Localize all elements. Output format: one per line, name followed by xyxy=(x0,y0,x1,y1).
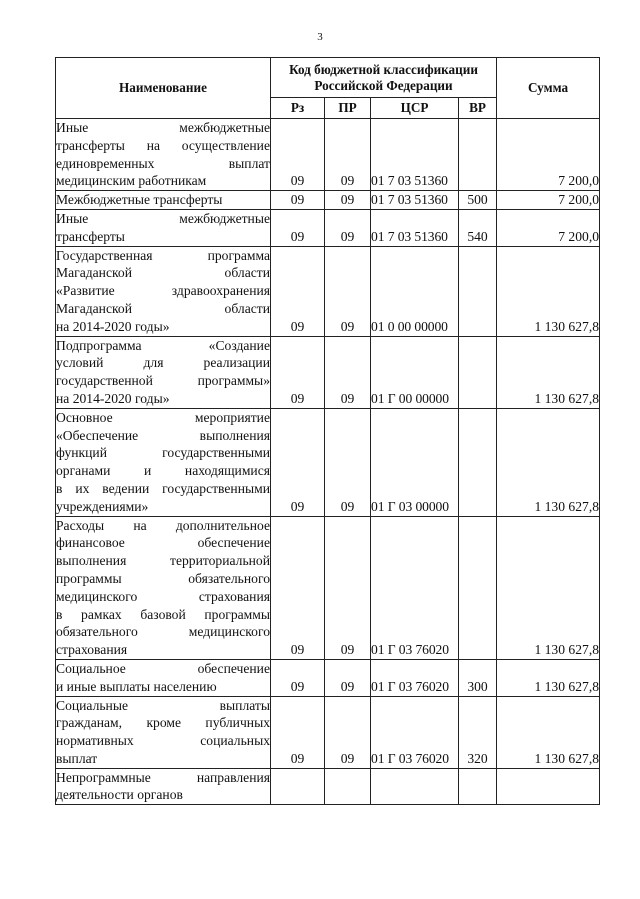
row-pr: 09 xyxy=(325,246,371,336)
table-row xyxy=(56,659,600,696)
row-pr: 09 xyxy=(325,516,371,659)
row-name xyxy=(56,659,271,696)
row-pr: 09 xyxy=(325,209,371,246)
row-rz: 09 xyxy=(271,246,325,336)
table-row xyxy=(56,408,600,516)
header-code-line2: Российской Федерации xyxy=(314,77,453,93)
row-vr xyxy=(459,516,497,659)
row-sum: 1 130 627,8 xyxy=(497,336,600,408)
row-name xyxy=(56,696,271,768)
header-csr: ЦСР xyxy=(371,98,459,119)
row-pr: 09 xyxy=(325,408,371,516)
row-csr: 01 7 03 51360 xyxy=(371,209,459,246)
row-rz: 09 xyxy=(271,408,325,516)
table-row xyxy=(56,768,600,805)
row-name-line: трансферты на осуществление xyxy=(56,137,270,153)
table-row xyxy=(56,246,600,336)
row-name-line: органами и находящимися xyxy=(56,463,270,479)
row-sum: 1 130 627,8 xyxy=(497,659,600,696)
row-name-line: Магаданской области xyxy=(56,265,270,281)
row-name-line: программы обязательного xyxy=(56,570,270,586)
header-code-line1: Код бюджетной классификации xyxy=(289,61,478,77)
row-pr: 09 xyxy=(325,336,371,408)
row-csr: 01 Г 03 00000 xyxy=(371,408,459,516)
table-row xyxy=(56,336,600,408)
row-csr: 01 Г 03 76020 xyxy=(371,659,459,696)
row-sum: 1 130 627,8 xyxy=(497,246,600,336)
row-name-line: финансовое обеспечение xyxy=(56,535,270,551)
row-rz: 09 xyxy=(271,336,325,408)
row-name-line: учреждениями» xyxy=(56,498,149,514)
row-rz: 09 xyxy=(271,659,325,696)
row-csr: 01 7 03 51360 xyxy=(371,191,459,210)
header-code xyxy=(271,58,497,98)
row-name-line: трансферты xyxy=(56,228,125,244)
row-name-line: Непрограммные направления xyxy=(56,769,270,785)
row-name-line: гражданам, кроме публичных xyxy=(56,715,270,731)
table-row xyxy=(56,209,600,246)
row-name-line: Основное мероприятие xyxy=(56,409,270,425)
header-sum: Сумма xyxy=(497,58,600,119)
row-name-line: единовременных выплат xyxy=(56,155,270,171)
header-name: Наименование xyxy=(56,58,271,119)
row-name-line: Иные межбюджетные xyxy=(56,120,270,135)
row-rz: 09 xyxy=(271,209,325,246)
row-rz: 09 xyxy=(271,696,325,768)
table-row xyxy=(56,119,600,191)
page-number: 3 xyxy=(317,31,323,43)
row-name-line: Магаданской области xyxy=(56,300,270,316)
row-name-line: государственной программы» xyxy=(56,373,270,389)
row-name-line: Межбюджетные трансферты xyxy=(56,192,223,208)
header-rz: Рз xyxy=(271,98,325,119)
row-name xyxy=(56,246,271,336)
row-name-line: деятельности органов xyxy=(56,787,183,803)
row-pr: 09 xyxy=(325,119,371,191)
row-csr: 01 0 00 00000 xyxy=(371,246,459,336)
row-name-line: «Развитие здравоохранения xyxy=(56,283,270,299)
row-name-line: «Обеспечение выполнения xyxy=(56,427,270,443)
row-name-line: медицинским работникам xyxy=(56,173,207,189)
row-name-line: выполнения территориальной xyxy=(56,553,270,569)
row-name-line: Социальные выплаты xyxy=(56,697,270,713)
row-vr xyxy=(459,336,497,408)
table-row xyxy=(56,191,600,210)
row-vr xyxy=(459,408,497,516)
row-rz: 09 xyxy=(271,516,325,659)
row-name-line: обязательного медицинского xyxy=(56,624,270,640)
row-vr xyxy=(459,119,497,191)
row-sum: 1 130 627,8 xyxy=(497,696,600,768)
row-pr: 09 xyxy=(325,659,371,696)
table-body xyxy=(56,119,600,805)
row-name-line: функций государственными xyxy=(56,445,270,461)
row-name-line: на 2014-2020 годы» xyxy=(56,318,170,334)
row-name-line: на 2014-2020 годы» xyxy=(56,390,170,406)
table-row xyxy=(56,516,600,659)
row-name-line: страхования xyxy=(56,642,128,658)
header-pr: ПР xyxy=(325,98,371,119)
row-name xyxy=(56,768,271,805)
row-name-line: Расходы на дополнительное xyxy=(56,517,270,533)
row-name-line: Государственная программа xyxy=(56,247,270,263)
row-pr: 09 xyxy=(325,696,371,768)
budget-table xyxy=(55,57,600,805)
row-name-line: Иные межбюджетные xyxy=(56,210,270,226)
row-vr xyxy=(459,768,497,805)
row-name-line: нормативных социальных xyxy=(56,733,270,749)
row-sum: 7 200,0 xyxy=(497,209,600,246)
row-sum: 1 130 627,8 xyxy=(497,516,600,659)
row-csr: 01 Г 00 00000 xyxy=(371,336,459,408)
row-rz xyxy=(271,768,325,805)
row-sum xyxy=(497,768,600,805)
header-vr: ВР xyxy=(459,98,497,119)
row-name xyxy=(56,191,271,210)
row-name xyxy=(56,119,271,191)
row-name-line: Подпрограмма «Создание xyxy=(56,337,270,353)
row-name-line: медицинского страхования xyxy=(56,588,270,604)
row-name-line: Социальное обеспечение xyxy=(56,660,270,676)
row-rz: 09 xyxy=(271,119,325,191)
row-pr xyxy=(325,768,371,805)
row-vr: 540 xyxy=(459,209,497,246)
row-vr: 500 xyxy=(459,191,497,210)
row-csr: 01 Г 03 76020 xyxy=(371,516,459,659)
row-csr: 01 Г 03 76020 xyxy=(371,696,459,768)
row-vr: 320 xyxy=(459,696,497,768)
row-name-line: условий для реализации xyxy=(56,355,270,371)
row-name-line: в их ведении государственными xyxy=(56,480,270,496)
row-name xyxy=(56,209,271,246)
row-vr xyxy=(459,246,497,336)
row-sum: 7 200,0 xyxy=(497,191,600,210)
table-row xyxy=(56,696,600,768)
row-pr: 09 xyxy=(325,191,371,210)
row-name xyxy=(56,336,271,408)
row-name-line: выплат xyxy=(56,750,98,766)
row-csr: 01 7 03 51360 xyxy=(371,119,459,191)
row-vr: 300 xyxy=(459,659,497,696)
row-sum: 1 130 627,8 xyxy=(497,408,600,516)
row-name-line: и иные выплаты населению xyxy=(56,678,217,694)
row-rz: 09 xyxy=(271,191,325,210)
row-name-line: в рамках базовой программы xyxy=(56,606,270,622)
row-name xyxy=(56,516,271,659)
row-csr xyxy=(371,768,459,805)
row-name xyxy=(56,408,271,516)
row-sum: 7 200,0 xyxy=(497,119,600,191)
